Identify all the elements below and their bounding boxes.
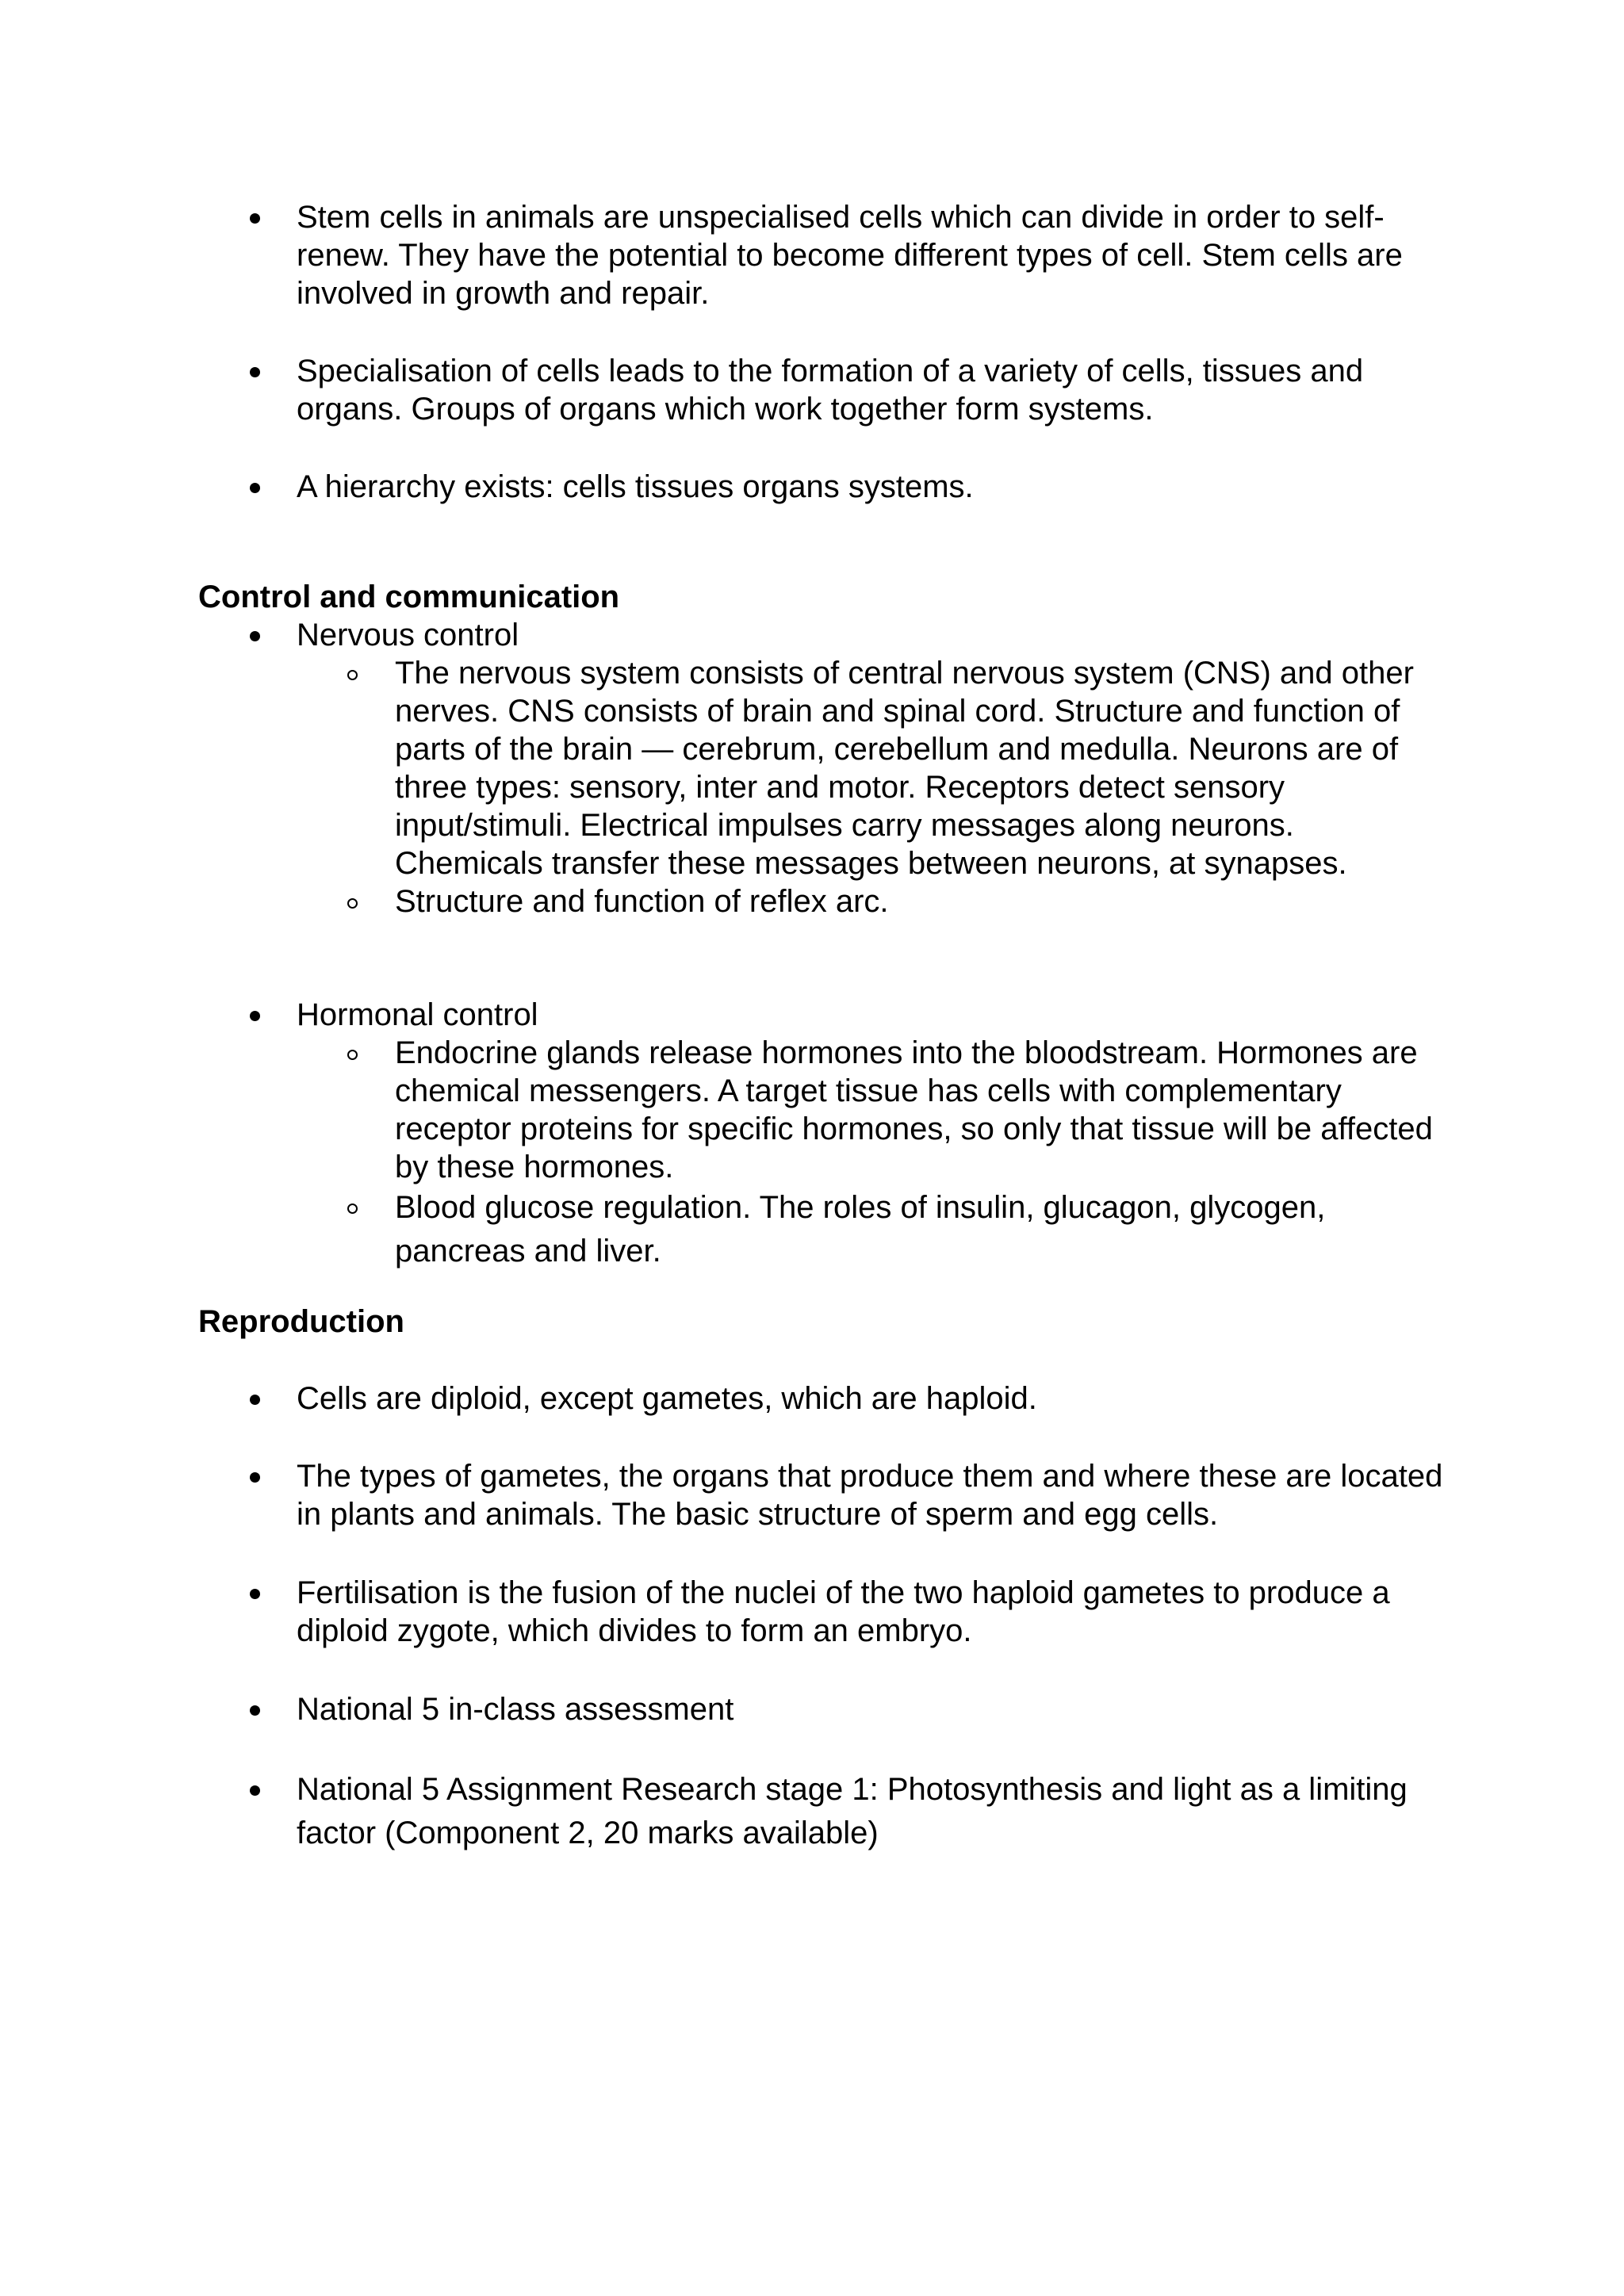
list-item	[0, 1457, 1446, 1533]
list-item	[0, 468, 1446, 506]
intro-bullet-list-2	[0, 352, 1624, 428]
reproduction-bullet-2	[0, 1457, 1624, 1533]
reproduction-bullet-3	[0, 1574, 1624, 1650]
sub-list-item	[0, 654, 1450, 882]
reproduction-bullet-4	[0, 1690, 1624, 1728]
reproduction-bullet-1	[0, 1380, 1624, 1418]
section-heading-reproduction: Reproduction	[198, 1304, 404, 1339]
sub-item-text: The nervous system consists of central nervous system (CNS) and other nerves. CNS consists of brain and spinal cord. Structure and function of parts of the brain — cerebrum, cerebellum and medulla. Neurons are of three types: sensory, inter and motor. Receptors detect sensory input/stimuli. Electrical impulses carry messages along neurons. Chemicals transfer these messages between neurons, at synapses.	[395, 656, 1414, 881]
bullet-icon	[250, 483, 260, 493]
sub-item-text: Endocrine glands release hormones into the bloodstream. Hormones are chemical messengers. A target tissue has cells with complementary receptor proteins for specific hormones, so only that tissue will be affected by these hormones.	[395, 1035, 1433, 1184]
bullet-text: A hierarchy exists: cells tissues organs systems.	[297, 469, 974, 504]
bullet-icon	[250, 1705, 260, 1716]
list-item	[0, 1380, 1446, 1418]
list-item	[0, 1768, 1446, 1855]
bullet-text: Fertilisation is the fusion of the nuclei of the two haploid gametes to produce a diploid zygote, which divides to form an embryo.	[297, 1575, 1390, 1648]
bullet-text: Specialisation of cells leads to the formation of a variety of cells, tissues and organs. Groups of organs which work together form systems.	[297, 354, 1364, 427]
reproduction-bullet-5	[0, 1768, 1624, 1855]
sub-list-item	[0, 1034, 1450, 1186]
bullet-text: Nervous control	[297, 618, 519, 652]
hollow-bullet-icon	[347, 670, 358, 680]
list-item	[0, 616, 1446, 654]
sub-list-item	[0, 882, 1450, 920]
hollow-bullet-icon	[347, 898, 358, 909]
hollow-bullet-icon	[347, 1203, 358, 1214]
bullet-icon	[250, 1395, 260, 1405]
bullet-icon	[250, 1589, 260, 1599]
bullet-icon	[250, 213, 260, 224]
hollow-bullet-icon	[347, 1050, 358, 1060]
section-heading-control: Control and communication	[198, 580, 620, 614]
intro-bullet-list	[0, 198, 1624, 312]
bullet-icon	[250, 631, 260, 641]
bullet-icon	[250, 367, 260, 377]
list-item	[0, 1690, 1446, 1728]
sub-list-item	[0, 1186, 1450, 1273]
nervous-control-section	[0, 616, 1624, 920]
intro-bullet-list-3	[0, 468, 1624, 506]
bullet-text: Cells are diploid, except gametes, which are haploid.	[297, 1381, 1037, 1416]
bullet-icon	[250, 1011, 260, 1021]
bullet-icon	[250, 1785, 260, 1796]
bullet-text: Hormonal control	[297, 997, 538, 1032]
hormonal-control-section	[0, 996, 1624, 1273]
bullet-text: National 5 Assignment Research stage 1: Photosynthesis and light as a limiting factor (Component 2, 20 marks available)	[297, 1772, 1408, 1850]
list-item	[0, 1574, 1446, 1650]
bullet-text: Stem cells in animals are unspecialised cells which can divide in order to self-renew. They have the potential to become different types of cell. Stem cells are involved in growth and repair.	[297, 200, 1403, 311]
list-item	[0, 352, 1446, 428]
sub-item-text: Structure and function of reflex arc.	[395, 884, 889, 919]
list-item	[0, 996, 1446, 1034]
bullet-text: The types of gametes, the organs that produce them and where these are located in plants and animals. The basic structure of sperm and egg cells.	[297, 1459, 1443, 1532]
bullet-text: National 5 in-class assessment	[297, 1692, 734, 1727]
sub-item-text: Blood glucose regulation. The roles of insulin, glucagon, glycogen, pancreas and liver.	[395, 1190, 1326, 1269]
list-item	[0, 198, 1446, 312]
bullet-icon	[250, 1472, 260, 1483]
